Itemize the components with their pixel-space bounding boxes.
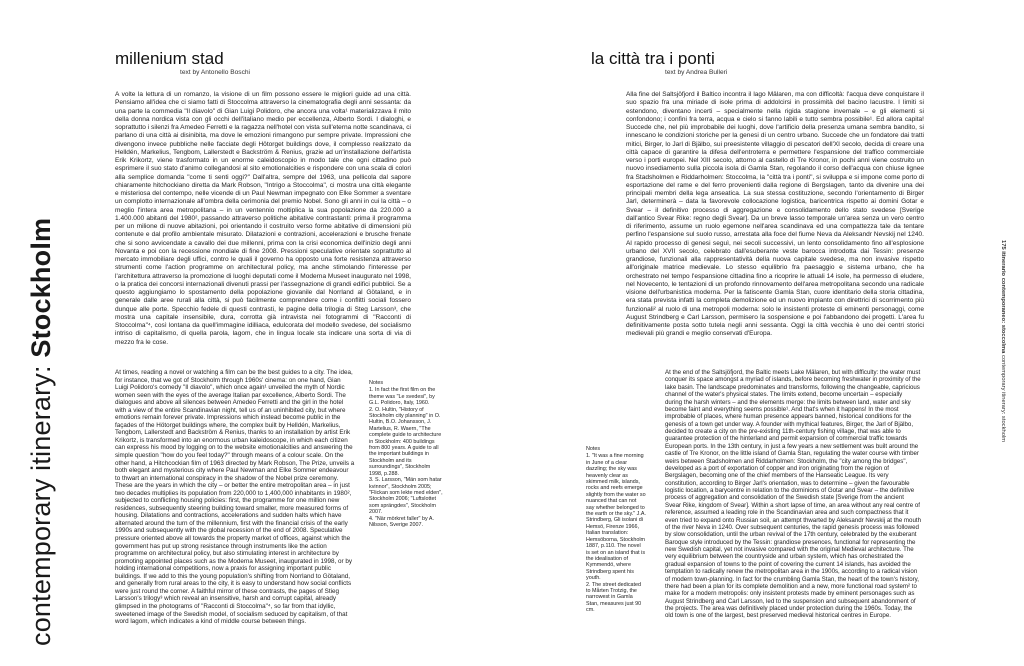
right-article-italian-text — [626, 91, 924, 339]
left-note-3: 3. S. Larsson, "Män som hatar kvinnor", Stockholm 2005; "Flickan som lekte med elden", Stockholm 2006; "Luftslottet som sprängdes", Stockholm 2007. — [369, 477, 443, 516]
left-italian-paragraph: A volte la lettura di un romanzo, la visione di un film possono essere le migliori guide ad una città. Pensiamo all'idea che ci siamo fatti di Stoccolma attraverso la cinematografia degli anni sessanta: da una parte la commedia "Il diavolo" di Gian Luigi Polidoro, che ancora una volta¹ materializzava il mito della donna nordica vista con gli occhi dell'italiano medio per eccellenza, Alberto Sordi. I dialoghi, e soprattutto i silenzi fra Amedeo Ferretti e la ragazza nell'hotel con vista sull'eterna notte scandinava, ci parlano di una città ai disinibita, ma dove le emozioni rimangono pur sempre private. Impressioni che divengono invece pubbliche nelle facciate degli Hötorget buildings dove, il complesso realizzato da Helldén, Markelius, Tengbom, Lallerstedt e Backström & Renius, grazie ad un'installazione dell'artista Erik Krikortz, viene trasformato in un enorme caleidoscopio in modo tale che ogni cittadino può esprimere il suo stato d'animo collegandosi al sito emotionalcities e rispondere con una scala di colori alla semplice domanda "come ti senti oggi?" Dall'altra, sempre del 1963, una pellicola dal sapore chiaramente hitchockiano diretta da Mark Robson, "Intrigo a Stoccolma", ci mostra una città elegante e misteriosa del contempo, nelle vicende di un Paul Newman impegnato con Elke Sommer a sventare un complotto internazionale all'ombra della cerimonia del premio Nobel. Sono gli anni in cui la città – o meglio l'intera area metropolitana – in un ventennio moltiplica la sua popolazione da 220.000 a 1.400.000 abitanti del 1980², passando attraverso politiche abitative contrastanti: prima il programma per un milione di nuove abitazioni, poi orientando il costruito verso forme abitative di dimensioni più contenute e dal profilo ambientale misurato. Dilatazioni e contrazioni, accelerazioni e brusche frenate che si sono avvicendate a cavallo dei due millenni, prima con la crisi economica dell'inizio degli anni Novanta e poi con la recessione mondiale di fine 2008. Pressioni speculative orientate soprattutto al mercato immobiliare degli uffici, contro le quali il governo ha opposto una forte resistenza attraverso strumenti come l'action programme on architectural policy, ma anche stimolando l'interesse per l'architettura attraverso la promozione di luoghi deputati come il Moderna Museet inaugurato nel 1998, o la pratica dei concorsi internazionali divenuti prassi per l'assegnazione di grandi edifici pubblici. Se a questo aggiungiamo lo spostamento della popolazione giovanile dal Norrland al Götaland, e in generale dalle aree rurali alla città, si può facilmente comprendere come i conflitti sociali fossero dunque alle porte. Specchio fedele di questi contrasti, le pagine della trilogia di Steg Larsson³, che mostra una capitale insensibile, dura, corrotta già intravista nei fotogrammi di "Racconti di Stoccolma"⁴, così lontana da quell'immagine idilliaca, edulcorata del modello svedese, del socialismo intriso di capitalismo, di quella parola, lagom, che in lingua locale sta indicare una sorta di via di mezzo fra le cose. — [115, 91, 411, 346]
left-notes-title: Notes — [369, 380, 384, 386]
right-italian-paragraph: Alla fine del Saltsjöfjord il Baltico incontra il lago Mälaren, ma con difficoltà: l'acqua deve conquistare il suo spazio fra una miriade di isole prima di addolcirsi in prossimità del bacino lacustre. I limiti si estendono, diventano incerti – specialmente nella rigida stagione invernale – e gli elementi si confondono; i confini fra terra, acqua e cielo si fanno labili e tutto sembra possibile¹. Ed allora capita! Succede che, nel più improbabile dei luoghi, dove l'artificio della presenza umana sembra bandito, si innescano le condizioni storiche per la genesi di un centro urbano. Succede che un fondatore dai tratti mitici, Birger, lo Jarl di Bjälbo, sui preesistente villaggio di pescatori dell'XI secolo, decida di creare una città capace di garantire la difesa dell'entroterra e permettere l'espansione del traffico commerciale verso i porti europei. Nel XIII secolo, attorno al castello di Tre Kronor, in pochi anni viene costruito un nuovo insediamento sulla piccola isola di Gamla Stan, regolando il corso dell'acqua con chiuse lignee fra Stadsholmen e Riddarholmen: Stoccolma, la "città tra i ponti", si sviluppa e si impone come porto di esportazione del rame e del ferro provenienti dalla regione di Bergslagen, tanto da divenire una dei principali membri della lega anseatica. La sua stessa costituzione, secondo l'orientamento di Birger Jarl, determinerà – data la favorevole collocazione logistica, baricentrica rispetto ai domini Gotar e Svear – il definitivo processo di aggregazione e consolidamento dello stato svedese [Sverige dall'antico Svear Rike: regno degli Svear]. Da un breve lasso temporale un'area senza un vero centro di riferimento, assume un ruolo egemone nell'area scandinava ed una compattezza tale da tentare perfino l'espansione sul suolo russo, arrestata alla foce del fiume Neva da Aleksandr Nevskij nel 1240. Al rapido processo di genesi seguì, nei secoli successivi, un lento consolidamento fino all'esplosione urbano del XVII secolo, celebrato dall'esuberante veste barocca introdotta dai Tessin: presenze grandiose, funzionali alla rappresentatività della nuova capitale svedese, ma non invasive rispetto all'originale matrice medievale. Lo stesso equilibrio fra paesaggio e sistema urbano, che ha orchestrato nel tempo l'espansione cittadina fino a ricoprire le attuali 14 isole, ha permesso di eludere, nel Novecento, le tentazioni di un profondo rinnovamento dell'area metropolitana secondo una radicale visione dell'urbanistica moderna. Per la fatiscente Gamla Stan, cuore identitario della storia cittadina, era stata prevista infatti la completa demolizione ed un nuovo impianto con direttrici di scorrimento più funzionali² al ruolo di una metropoli moderna: solo le insistenti proteste di eminenti personaggi, come August Strindberg e Carl Larsson, permisero la sospensione e poi l'abbandono dei progetti. L'area fu definitivamente posta sotto tutela negli anni sessanta. Oggi la città vecchia è uno dei centri storici medievali più grandi e meglio conservati d'Europa. — [626, 91, 924, 338]
right-article-english-text: At the end of the Saltsjöfjord, the Baltic meets Lake Mälaren, but with difficulty: the water must conquer its space amongst a myriad of islands, before becoming freshwater in proximity of the lake basin. The landscape predominates and transforms, following the changeable, capricious channel of the water's physical states. The limits extend, become uncertain – especially during the harsh winters – and the elements merge: the limits between land, water and sky become faint and everything seems possible¹. And that's when it happens! In the most improbable of places, where human presence appears banned, historical conditions for the genesis of a town get under way. A founder with mythical features, Birger, the Jarl of Bjälbo, decided to create a city on the pre-existing 11th-century fishing village, that was able to guarantee protection of the hinterland and permit expansion of commercial traffic towards European ports. In the 13th century, in just a few years a new settlement was built around the castle of Tre Kronor, on the little island of Gamla Stan, regulating the water course with timber weirs between Stadsholmen and Riddarholmen: Stockholm, the "city among the bridges", developed as a port of exportation of copper and iron originating from the region of Bergslagen, becoming one of the chief members of the Hanseatic League. Its very constitution, according to Birger Jarl's orientation, was to determine – given the favourable logistic location, a barycentre in relation to the dominions of Gotar and Svear – the definitive process of aggregation and consolidation of the Swedish state [Sverige from the ancient Svear Rike, kingdom of Svear]. Within a short lapse of time, an area without any real centre of reference, assumed a leading role in the Scandinavian area and such compactness that it even tried to expand onto Russian soil, an attempt thwarted by Aleksandr Nevskij at the mouth of the river Neva in 1240. Over subsequent centuries, the rapid genesis process was followed by slow consolidation, until the urban revival of the 17th century, celebrated by the exuberant Baroque style introduced by the Tessin: grandiose presences, functional for representing the new Swedish capital, yet not invasive compared with the original Medieval architecture. The very equilibrium between the countryside and urban system, which has orchestrated the gradual expansion of towns to the point of covering the current 14 islands, has avoided the temptation to radically renew the metropolitan area in the 1900s, according to a radical vision of modern town-planning. In fact for the crumbling Gamla Stan, the heart of the town's history, there had been a plan for its complete demolition and a new, more functional road system² to make for a modern metropolis: only insistent protests made by eminent personages such as August Strindberg and Carl Larsson, led to the suspension and subsequent abandonment of the projects. The area was definitively placed under protection during the 1960s. Today, the old town is one of the largest, best preserved medieval historical centres in Europe. — [665, 369, 922, 620]
left-article-italian-text — [115, 91, 411, 347]
left-note-4: 4. "När mörkret faller" by A. Nilsson, Sverige 2007. — [369, 515, 434, 528]
left-article-notes — [369, 380, 445, 528]
left-article-english-text: At times, reading a novel or watching a film can be the best guides to a city. The idea, for instance, that we got of Stockholm through 1960s' cinema: on one hand, Gian Luigi Polidoro's comedy "Il diavolo", which once again¹ unveiled the myth of Nordic women seen with the eyes of the average Italian par excellence, Alberto Sordi. The dialogues and above all silences between Amedeo Ferretti and the girl in the hotel with a view of the entire Scandinavian night, tell us of an uninhibited city, but where emotions remain forever private. Impressions which instead become public in the façades of the Hötorget buildings where, the complex built by Helldén, Markelius, Tengbom, Lallerstedt and Backström & Renius, thanks to an installation by artist Erik Krikortz, is transformed into an enormous urban kaleidoscope, in which each citizen can express his mood by logging on to the website emotionalcities and answering the simple question "how do you feel today?" through means of a colour scale. On the other hand, a Hitchcockian film of 1963 directed by Mark Robson, The Prize, unveils a both elegant and mysterious city where Paul Newman and Elke Sommer endeavour to thwart an international conspiracy in the shadow of the Nobel prize ceremony. These are the years in which the city – or better the entire metropolitan area – in just two decades multiplies its population from 220,000 to 1,400,000 inhabitants in 1980², subjected to conflicting housing policies: first, the programme for one million new residences, subsequently steering building toward smaller, more measured forms of housing. Dilatations and contractions, accelerations and sudden halts which have alternated around the turn of the millennium, first with the financial crisis of the early 1990s and subsequently with the global recession of the end of 2008. Speculative pressure oriented above all towards the property market of offices, against which the government has put up strong resistance through instruments like the action programme on architectural policy, but also stimulating interest in architecture by promoting appointed places such as the Moderna Museet, inaugurated in 1998, or by holding international competitions, now a praxis for assigning important public buildings. If we add to this the young population's shifting from Norrland to Götaland, and generally from rural areas to the city, it is easy to understand how social conflicts were just round the corner. A faithful mirror of these contrasts, the pages of Stieg Larsson's trilogy³ which reveal an insensitive, harsh and corrupt capital, already glimpsed in the photograms of "Racconti di Stoccolma"⁴, so far from that idyllic, sweetened image of the Swedish model, of socialism seduced by capitalism, of that word lagom, which indicates a kind of middle course between things. — [115, 369, 355, 626]
left-article-byline: text by Antonello Boschi — [180, 69, 251, 76]
right-article-byline: text by Andrea Bulleri — [665, 69, 728, 76]
right-note-2: 2. The street dedicated to Mårten Trotzig, the narrowest in Gamla Stan, measures just 90 cm. — [586, 581, 642, 614]
right-article-title: la città tra i ponti — [591, 49, 715, 68]
left-note-2: 2. O. Hultin, "History of Stockholm city planning" in O. Hultin, B.O. Johansson, J. Martelius, R. Waern, "The complete guide to architecture in Stockholm: 400 buildings from 800 years. A guide to all the important buildings in Stockholm and its surroundings", Stockholm 1998, p.288. — [369, 406, 442, 477]
right-note-1: 1. "It was a fine morning in June of a clear dazzling; the sky was heavenly clear as skimmed milk, islands, rocks and reefs emerge slightly from the water so nuanced that can not say whether belonged to the earth or the sky." J.A. Strindberg, Gli isolani di Hemsö, Firenze 1966, Italian translation: Hemsöborna, Stockholm 1887, p.110. The novel is set on an island that is the idealisation of Kymmendö, where Strindberg spent his youth. — [586, 453, 646, 582]
right-article-notes — [586, 446, 646, 614]
sidebar-title-bold: Stockholm — [26, 217, 56, 358]
left-article-title: millenium stad — [115, 49, 224, 68]
sidebar-title-light: contemporary itinerary: — [26, 357, 56, 646]
running-header — [1000, 240, 1006, 442]
running-header-rest: contemporary itinerary: stockholm — [1000, 355, 1006, 443]
sidebar-title — [26, 218, 57, 646]
left-note-1: 1. In fact the first film on the theme was "Le svedesi", by G.L. Polidoro, Italy, 1960. — [369, 387, 436, 407]
running-header-bold: itinerario contemporaneo: stoccolma — [1000, 251, 1006, 354]
page-number: 175 — [1000, 240, 1006, 250]
right-notes-title: Notes — [586, 446, 601, 452]
